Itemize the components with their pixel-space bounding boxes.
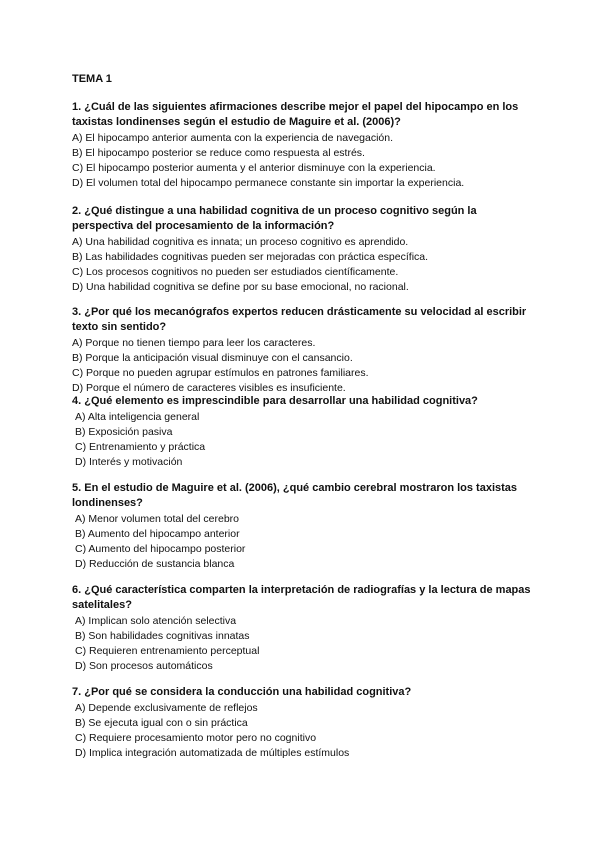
- option-c: C) Aumento del hipocampo posterior: [75, 543, 246, 555]
- question-text: 5. En el estudio de Maguire et al. (2006), ¿qué cambio cerebral mostraron los taxistas londinenses?: [72, 482, 518, 509]
- question-1: [72, 100, 532, 191]
- option-a: A) Una habilidad cognitiva es innata; un proceso cognitivo es aprendido.: [72, 236, 409, 248]
- question-text: 1. ¿Cuál de las siguientes afirmaciones describe mejor el papel del hipocampo en los taxistas londinenses según el estudio de Maguire et al. (2006)?: [72, 101, 519, 128]
- question-3: [72, 305, 532, 396]
- option-c: C) Entrenamiento y práctica: [75, 441, 206, 453]
- option-b: B) El hipocampo posterior se reduce como respuesta al estrés.: [72, 147, 365, 159]
- option-a: A) Alta inteligencia general: [75, 411, 200, 423]
- option-b: B) Exposición pasiva: [75, 426, 173, 438]
- option-d: D) Interés y motivación: [75, 456, 183, 468]
- question-2: [72, 204, 532, 295]
- option-b: B) Porque la anticipación visual disminuye con el cansancio.: [72, 352, 353, 364]
- option-d: D) El volumen total del hipocampo permanece constante sin importar la experiencia.: [72, 177, 465, 189]
- option-d: D) Implica integración automatizada de múltiples estímulos: [75, 747, 350, 759]
- option-b: B) Aumento del hipocampo anterior: [75, 528, 240, 540]
- question-text: 4. ¿Qué elemento es imprescindible para desarrollar una habilidad cognitiva?: [72, 395, 478, 407]
- option-b: B) Son habilidades cognitivas innatas: [75, 630, 250, 642]
- option-d: D) Reducción de sustancia blanca: [75, 558, 235, 570]
- question-text: 7. ¿Por qué se considera la conducción una habilidad cognitiva?: [72, 686, 412, 698]
- option-c: C) Los procesos cognitivos no pueden ser estudiados científicamente.: [72, 266, 399, 278]
- question-text: 2. ¿Qué distingue a una habilidad cognitiva de un proceso cognitivo según la perspectiva del procesamiento de la información?: [72, 205, 477, 232]
- page-title: TEMA 1: [72, 73, 112, 85]
- question-6: [72, 583, 532, 674]
- option-a: A) Menor volumen total del cerebro: [75, 513, 239, 525]
- question-text: 3. ¿Por qué los mecanógrafos expertos reducen drásticamente su velocidad al escribir texto sin sentido?: [72, 306, 527, 333]
- option-b: B) Las habilidades cognitivas pueden ser mejoradas con práctica específica.: [72, 251, 429, 263]
- option-c: C) Porque no pueden agrupar estímulos en patrones familiares.: [72, 367, 369, 379]
- option-a: A) Depende exclusivamente de reflejos: [75, 702, 258, 714]
- option-a: A) Porque no tienen tiempo para leer los caracteres.: [72, 337, 316, 349]
- option-d: D) Porque el número de caracteres visibles es insuficiente.: [72, 382, 346, 394]
- question-7: [72, 685, 532, 761]
- question-text: 6. ¿Qué característica comparten la interpretación de radiografías y la lectura de mapas satelitales?: [72, 584, 531, 611]
- option-b: B) Se ejecuta igual con o sin práctica: [75, 717, 248, 729]
- option-d: D) Una habilidad cognitiva se define por su base emocional, no racional.: [72, 281, 409, 293]
- option-d: D) Son procesos automáticos: [75, 660, 213, 672]
- option-a: A) Implican solo atención selectiva: [75, 615, 237, 627]
- option-c: C) El hipocampo posterior aumenta y el anterior disminuye con la experiencia.: [72, 162, 436, 174]
- question-4: [72, 394, 532, 470]
- question-5: [72, 481, 532, 572]
- option-c: C) Requiere procesamiento motor pero no cognitivo: [75, 732, 317, 744]
- option-c: C) Requieren entrenamiento perceptual: [75, 645, 260, 657]
- option-a: A) El hipocampo anterior aumenta con la experiencia de navegación.: [72, 132, 394, 144]
